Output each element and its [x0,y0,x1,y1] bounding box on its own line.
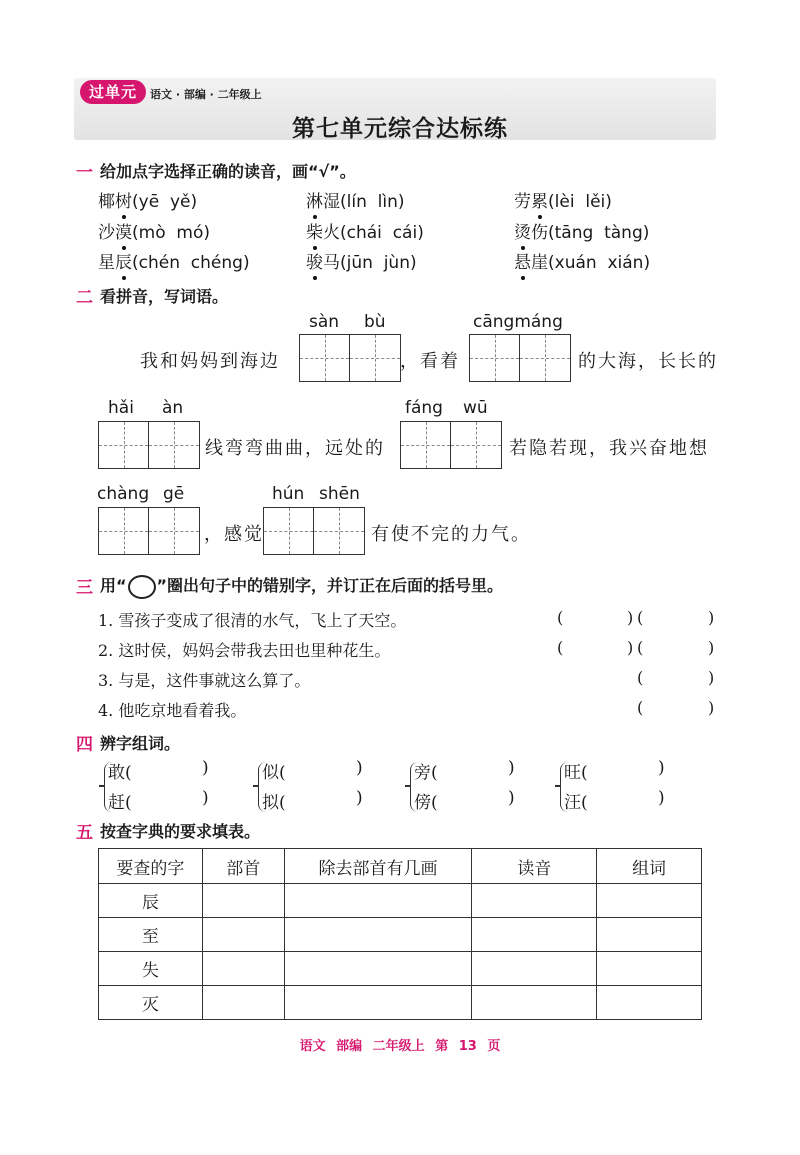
pinyin-hai: hǎi [108,398,134,418]
pinyin-options: (tāng tàng) [548,223,650,243]
pronunciation-item: 淋湿(lín lìn) [306,192,405,212]
answer-cell[interactable] [202,952,284,986]
answer-cell[interactable] [597,952,702,986]
pinyin-hun: hún [272,484,305,504]
answer-cell[interactable] [472,884,597,918]
pronunciation-item: 沙漠(mò mó) [98,223,210,243]
pinyin-wu: wū [463,398,488,418]
answer-bracket[interactable]: ( [637,608,644,627]
section-5-number: 五 [76,823,93,843]
word-prompt[interactable]: 旁( [414,763,438,783]
word-bracket-close: ) [356,788,363,808]
word-prompt[interactable]: 汪( [564,793,588,813]
text-fragment: ，感觉 [204,524,264,545]
table-row [99,884,702,918]
pinyin-options: (lín lìn) [340,192,405,212]
section-4-number: 四 [76,735,93,755]
answer-cell[interactable] [284,952,472,986]
sentence-2: 2. 这时侯，妈妈会带我去田也里种花生。 [98,641,391,660]
table-header-row [99,849,702,884]
pinyin-options: (chén chéng) [132,253,250,273]
answer-cell[interactable] [597,918,702,952]
answer-bracket[interactable]: ) [708,668,715,687]
word-prompt[interactable]: 旺( [564,763,588,783]
writing-grid-sanbu[interactable] [299,334,401,382]
answer-bracket[interactable]: ( [557,608,564,627]
pinyin-san: sàn [309,312,340,332]
answer-cell[interactable] [472,986,597,1020]
answer-cell[interactable] [284,918,472,952]
writing-grid-haian[interactable] [98,421,200,469]
writing-grid-changge[interactable] [98,507,200,555]
pronunciation-item: 劳累(lèi lěi) [514,192,612,212]
pronunciation-item: 柴火(chái cái) [306,223,424,243]
text-fragment: 的大海，长长的 [578,351,718,372]
word-bracket-close: ) [658,758,665,778]
section-1-instruction: 给加点字选择正确的读音，画“√”。 [100,162,356,181]
pinyin-chang: chàng [97,484,150,504]
pinyin-options: (jūn jùn) [340,253,417,273]
word-bracket-close: ) [658,788,665,808]
answer-bracket[interactable]: ) [708,608,715,627]
answer-cell[interactable] [202,884,284,918]
column-header: 组词 [597,849,702,884]
answer-bracket[interactable]: ( [557,638,564,657]
answer-cell[interactable] [284,986,472,1020]
circle-icon [128,575,156,599]
pinyin-an: àn [162,398,184,418]
section-1-number: 一 [76,163,93,183]
page-title: 第七单元综合达标练 [292,115,508,142]
pinyin-options: (mò mó) [132,223,210,243]
section-2-instruction: 看拼音，写词语。 [100,287,229,306]
column-header: 要查的字 [99,849,203,884]
pronunciation-item: 骏马(jūn jùn) [306,253,417,273]
pinyin-options: (chái cái) [340,223,424,243]
section-3-number: 三 [76,578,93,598]
section-3-instruction: 用“ ”圈出句子中的错别字，并订正在后面的括号里。 [100,573,503,599]
answer-bracket[interactable]: ) [627,638,634,657]
word-prompt[interactable]: 敢( [108,763,132,783]
answer-bracket[interactable]: ) [627,608,634,627]
word-bracket-close: ) [508,758,515,778]
subject-label: 语文 · 部编 · 二年级上 [150,88,262,101]
sentence-4: 4. 他吃京地看着我。 [98,701,247,720]
pronunciation-item: 悬崖(xuán xián) [514,253,651,273]
table-row [99,952,702,986]
writing-grid-fangwu[interactable] [400,421,502,469]
answer-cell[interactable] [202,986,284,1020]
text-fragment: 有使不完的力气。 [371,524,531,545]
text-fragment: 线弯弯曲曲，远处的 [205,438,385,459]
word-bracket-close: ) [508,788,515,808]
sentence-3: 3. 与是，这件事就这么算了。 [98,671,311,690]
dictionary-table [98,848,702,1020]
answer-cell[interactable] [472,952,597,986]
pinyin-options: (xuán xián) [548,253,651,273]
lookup-character: 至 [99,918,203,952]
lookup-character: 失 [99,952,203,986]
writing-grid-cangmang[interactable] [469,334,571,382]
column-header: 除去部首有几画 [284,849,472,884]
sentence-1: 1. 雪孩子变成了很清的水气，飞上了天空。 [98,611,407,630]
word-bracket-close: ) [202,758,209,778]
lookup-character: 辰 [99,884,203,918]
word-bracket-close: ) [202,788,209,808]
column-header: 读音 [472,849,597,884]
word-bracket-close: ) [356,758,363,778]
answer-bracket[interactable]: ( [637,638,644,657]
answer-cell[interactable] [597,986,702,1020]
pronunciation-item: 星辰(chén chéng) [98,253,250,273]
answer-bracket[interactable]: ( [637,668,644,687]
word-prompt[interactable]: 拟( [262,793,286,813]
answer-cell[interactable] [597,884,702,918]
pinyin-options: (lèi lěi) [548,192,612,212]
table-row [99,986,702,1020]
section-4-instruction: 辨字组词。 [100,734,181,753]
text-fragment: 我和妈妈到海边 [140,351,280,372]
text-fragment: 若隐若现，我兴奋地想 [509,438,709,459]
pinyin-bu: bù [364,312,386,332]
writing-grid-hunshen[interactable] [263,507,365,555]
pinyin-options: (yē yě) [132,192,198,212]
answer-cell[interactable] [202,918,284,952]
table-row [99,918,702,952]
pronunciation-item: 烫伤(tāng tàng) [514,223,650,243]
pinyin-fang: fáng [405,398,443,418]
section-5-instruction: 按查字典的要求填表。 [100,822,261,841]
column-header: 部首 [202,849,284,884]
word-prompt[interactable]: 傍( [414,793,438,813]
word-prompt[interactable]: 赶( [108,793,132,813]
answer-cell[interactable] [284,884,472,918]
answer-bracket[interactable]: ) [708,698,715,717]
answer-cell[interactable] [472,918,597,952]
pinyin-cangmang: cāngmáng [473,312,563,332]
text-fragment: ，看着 [400,351,460,372]
pinyin-ge: gē [163,484,185,504]
section-2-number: 二 [76,288,93,308]
page-footer: 语文 部编 二年级上 第 13 页 [299,1039,501,1054]
pronunciation-item: 椰树(yē yě) [98,192,198,212]
unit-badge: 过单元 [80,80,146,104]
answer-bracket[interactable]: ) [708,638,715,657]
lookup-character: 灭 [99,986,203,1020]
pinyin-shen: shēn [319,484,360,504]
answer-bracket[interactable]: ( [637,698,644,717]
word-prompt[interactable]: 似( [262,763,286,783]
